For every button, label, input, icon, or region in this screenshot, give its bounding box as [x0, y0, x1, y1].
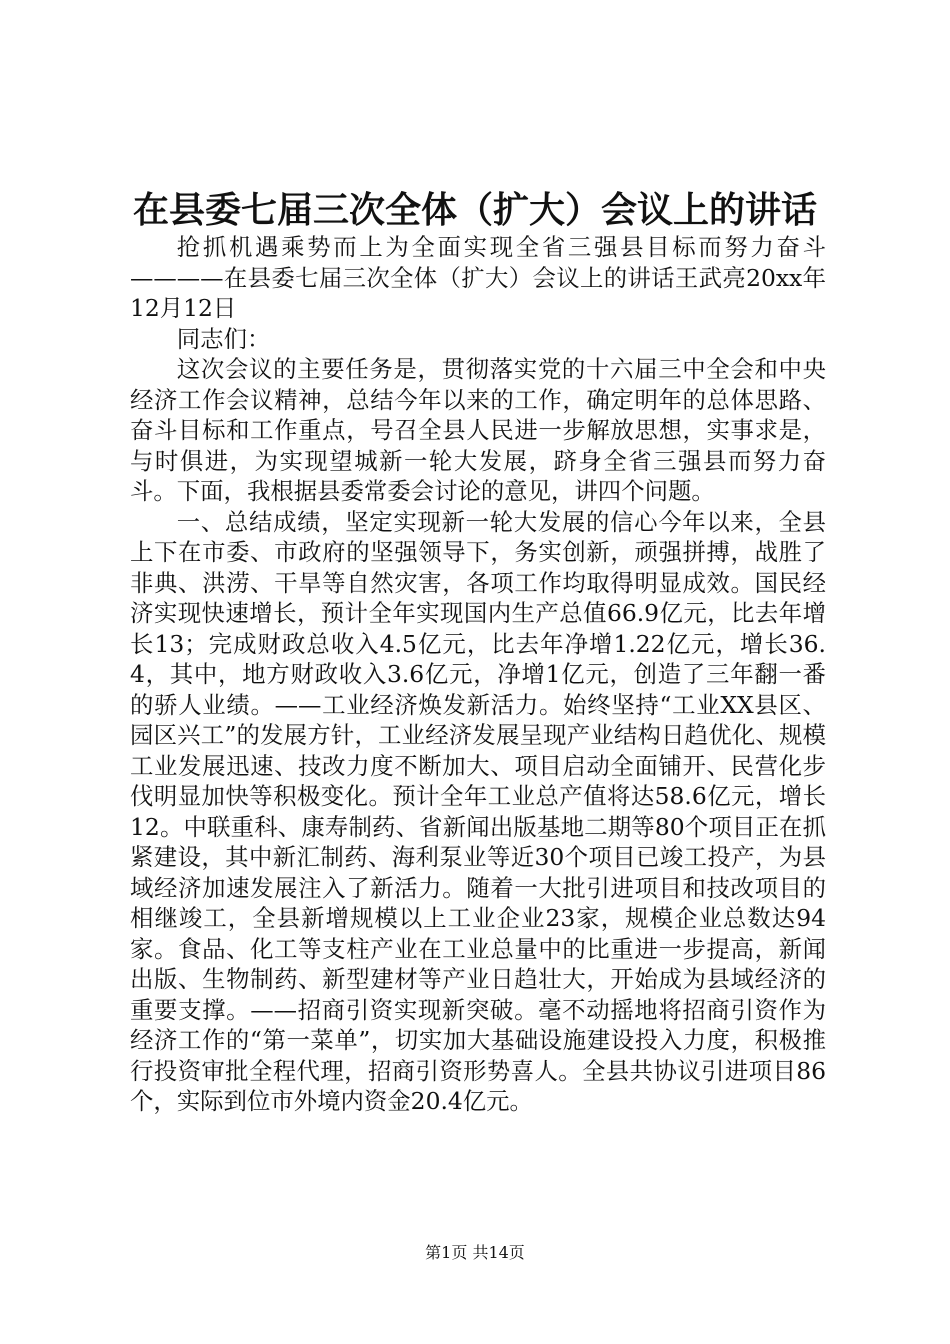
- document-title: 在县委七届三次全体（扩大）会议上的讲话: [132, 189, 817, 231]
- section-one-paragraph: 一、总结成绩，坚定实现新一轮大发展的信心今年以来，全县上下在市委、市政府的坚强领导下，务实创新，顽强拼搏，战胜了非典、洪涝、干旱等自然灾害，各项工作均取得明显成效。国民经济实现快速增长，预计全年实现国内生产总值66.9亿元，比去年增长13；完成财政总收入4.5亿元，比去年净增1.22亿元，增长36.4，其中，地方财政收入3.6亿元，净增1亿元，创造了三年翻一番的骄人业绩。——工业经济焕发新活力。始终坚持“工业XX县区、园区兴工”的发展方针，工业经济发展呈现产业结构日趋优化、规模工业发展迅速、技改力度不断加大、项目启动全面铺开、民营化步伐明显加快等积极变化。预计全年工业总产值将达58.6亿元，增长12。中联重科、康寿制药、省新闻出版基地二期等80个项目正在抓紧建设，其中新汇制药、海利泵业等近30个项目已竣工投产，为县域经济加速发展注入了新活力。随着一大批引进项目和技改项目的相继竣工，全县新增规模以上工业企业23家，规模企业总数达94家。食品、化工等支柱产业在工业总量中的比重进一步提高，新闻出版、生物制药、新型建材等产业日趋壮大，开始成为县域经济的重要支撑。——招商引资实现新突破。毫不动摇地将招商引资作为经济工作的“第一菜单”，切实加大基础设施建设投入力度，积极推行投资审批全程代理，招商引资形势喜人。全县共协议引进项目86个，实际到位市外境内资金20.4亿元。: [130, 507, 826, 1115]
- intro-paragraph: 这次会议的主要任务是，贯彻落实党的十六届三中全会和中央经济工作会议精神，总结今年以来的工作，确定明年的总体思路、奋斗目标和工作重点，号召全县人民进一步解放思想，实事求是，与时俱进，为实现望城新一轮大发展，跻身全省三强县而努力奋斗。下面，我根据县委常委会讨论的意见，讲四个问题。: [130, 355, 826, 505]
- salutation-paragraph: 同志们：: [176, 324, 271, 353]
- document-body: [130, 232, 826, 1117]
- page-number-footer: 第1页 共14页: [425, 1243, 525, 1262]
- subtitle-paragraph: 抢抓机遇乘势而上为全面实现全省三强县目标而努力奋斗————在县委七届三次全体（扩大）会议上的讲话王武亮20xx年12月12日: [130, 233, 826, 322]
